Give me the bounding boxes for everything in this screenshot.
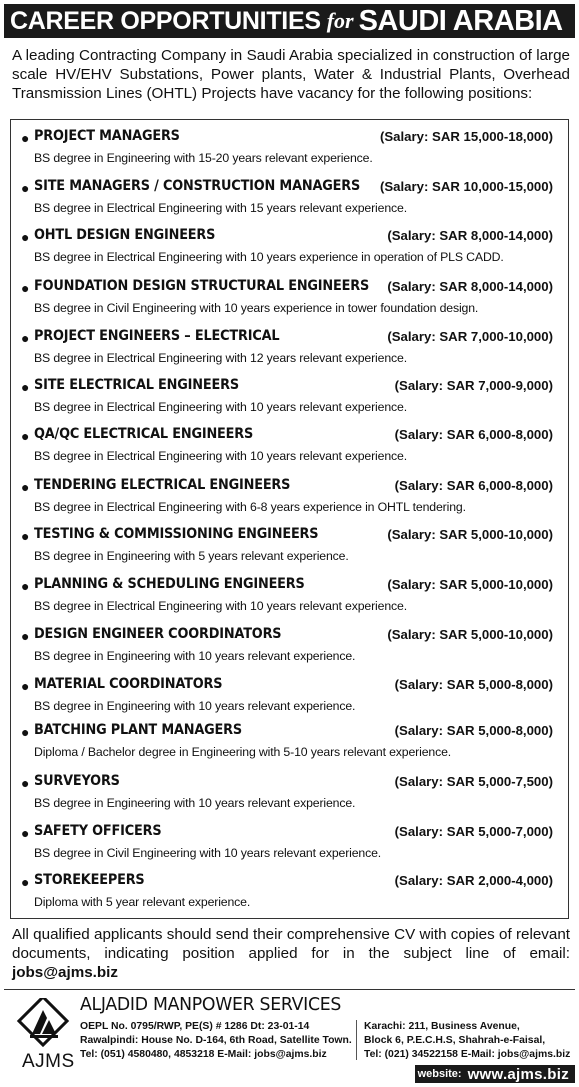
position-salary: (Salary: SAR 7,000-10,000) bbox=[387, 329, 553, 344]
position-title: PROJECT ENGINEERS – ELECTRICAL bbox=[34, 328, 280, 344]
position-title: DESIGN ENGINEER COORDINATORS bbox=[34, 626, 282, 642]
position-requirement: BS degree in Engineering with 15-20 years relevant experience. bbox=[34, 151, 373, 165]
position-requirement: BS degree in Electrical Engineering with 12 years relevant experience. bbox=[34, 351, 407, 365]
office-divider bbox=[356, 1020, 357, 1060]
bullet-icon: ● bbox=[21, 229, 30, 245]
position-salary: (Salary: SAR 6,000-8,000) bbox=[394, 478, 553, 493]
position-title: FOUNDATION DESIGN STRUCTURAL ENGINEERS bbox=[34, 278, 370, 294]
position-salary: (Salary: SAR 5,000-10,000) bbox=[387, 527, 553, 542]
position-title: TESTING & COMMISSIONING ENGINEERS bbox=[34, 526, 319, 542]
position-salary: (Salary: SAR 8,000-14,000) bbox=[387, 279, 553, 294]
bullet-icon: ● bbox=[21, 874, 30, 890]
header-title-for: for bbox=[326, 8, 354, 33]
position-salary: (Salary: SAR 5,000-10,000) bbox=[387, 627, 553, 642]
company-logo bbox=[12, 998, 75, 1080]
position-salary: (Salary: SAR 5,000-8,000) bbox=[394, 677, 553, 692]
position-requirement: BS degree in Electrical Engineering with 10 years relevant experience. bbox=[34, 400, 407, 414]
position-item bbox=[11, 672, 568, 720]
license-line: OEPL No. 0795/RWP, PE(S) # 1286 Dt: 23-01-14 bbox=[80, 1021, 310, 1032]
position-title: SITE ELECTRICAL ENGINEERS bbox=[34, 377, 239, 393]
bullet-icon: ● bbox=[21, 775, 30, 791]
bullet-icon: ● bbox=[21, 678, 30, 694]
position-salary: (Salary: SAR 5,000-10,000) bbox=[387, 577, 553, 592]
instructions-text: All qualified applicants should send their comprehensive CV with copies of relevant documents, indicating position applied for in the subject line of email: bbox=[12, 926, 570, 962]
position-requirement: BS degree in Electrical Engineering with 10 years experience in operation of PLS CADD. bbox=[34, 250, 504, 264]
position-salary: (Salary: SAR 5,000-8,000) bbox=[394, 723, 553, 738]
position-requirement: BS degree in Electrical Engineering with 15 years relevant experience. bbox=[34, 201, 407, 215]
bullet-icon: ● bbox=[21, 330, 30, 346]
ajms-logo-icon bbox=[12, 998, 70, 1050]
website-label: website: bbox=[417, 1068, 462, 1080]
karachi-phone-email: Tel: (021) 34522158 E-Mail: jobs@ajms.biz bbox=[364, 1049, 571, 1060]
position-item bbox=[11, 622, 568, 670]
position-item bbox=[11, 124, 568, 172]
position-requirement: BS degree in Civil Engineering with 10 years experience in tower foundation design. bbox=[34, 301, 479, 315]
position-item bbox=[11, 819, 568, 867]
intro-paragraph: A leading Contracting Company in Saudi Arabia specialized in construction of large scale HV/EHV Substations, Power plants, Water & Industrial Plants, Overhead Transmission Lines (OHTL) Projects have vacancy for the following positions: bbox=[12, 47, 570, 102]
position-item bbox=[11, 718, 568, 766]
position-requirement: BS degree in Electrical Engineering with 10 years relevant experience. bbox=[34, 449, 407, 463]
rawalpindi-address: Rawalpindi: House No. D-164, 6th Road, Satellite Town. bbox=[80, 1035, 352, 1046]
position-requirement: Diploma with 5 year relevant experience. bbox=[34, 895, 251, 909]
karachi-address-line-2: Block 6, P.E.C.H.S, Shahrah-e-Faisal, bbox=[364, 1035, 546, 1046]
position-title: BATCHING PLANT MANAGERS bbox=[34, 722, 242, 738]
logo-text: AJMS bbox=[22, 1051, 75, 1072]
position-requirement: BS degree in Electrical Engineering with 10 years relevant experience. bbox=[34, 599, 407, 613]
position-item bbox=[11, 422, 568, 470]
company-name: ALJADID MANPOWER SERVICES bbox=[80, 994, 342, 1015]
rawalpindi-phone-email: Tel: (051) 4580480, 4853218 E-Mail: jobs@ajms.biz bbox=[80, 1049, 327, 1060]
position-title: PROJECT MANAGERS bbox=[34, 128, 180, 144]
bullet-icon: ● bbox=[21, 180, 30, 196]
position-title: QA/QC ELECTRICAL ENGINEERS bbox=[34, 426, 254, 442]
header-title-career: CAREER OPPORTUNITIES bbox=[10, 6, 321, 35]
position-item bbox=[11, 522, 568, 570]
position-salary: (Salary: SAR 2,000-4,000) bbox=[394, 873, 553, 888]
bullet-icon: ● bbox=[21, 130, 30, 146]
position-requirement: BS degree in Engineering with 5 years relevant experience. bbox=[34, 549, 349, 563]
rawalpindi-office bbox=[80, 1020, 350, 1062]
contact-section bbox=[4, 989, 575, 1083]
position-item bbox=[11, 473, 568, 521]
position-requirement: BS degree in Engineering with 10 years relevant experience. bbox=[34, 699, 356, 713]
bullet-icon: ● bbox=[21, 528, 30, 544]
position-requirement: BS degree in Engineering with 10 years relevant experience. bbox=[34, 649, 356, 663]
position-requirement: BS degree in Engineering with 10 years relevant experience. bbox=[34, 796, 356, 810]
position-requirement: Diploma / Bachelor degree in Engineering with 5-10 years relevant experience. bbox=[34, 745, 452, 759]
bullet-icon: ● bbox=[21, 379, 30, 395]
bullet-icon: ● bbox=[21, 628, 30, 644]
karachi-office bbox=[364, 1020, 574, 1062]
position-salary: (Salary: SAR 7,000-9,000) bbox=[394, 378, 553, 393]
position-requirement: BS degree in Electrical Engineering with 6-8 years experience in OHTL tendering. bbox=[34, 500, 466, 514]
page-header bbox=[4, 4, 575, 38]
website-link[interactable]: www.ajms.biz bbox=[467, 1065, 569, 1083]
position-requirement: BS degree in Civil Engineering with 10 years relevant experience. bbox=[34, 846, 382, 860]
position-salary: (Salary: SAR 15,000-18,000) bbox=[379, 129, 553, 144]
position-item bbox=[11, 373, 568, 421]
position-item bbox=[11, 868, 568, 916]
position-salary: (Salary: SAR 6,000-8,000) bbox=[394, 427, 553, 442]
bullet-icon: ● bbox=[21, 280, 30, 296]
application-instructions bbox=[12, 925, 570, 982]
website-bar bbox=[415, 1065, 575, 1083]
bullet-icon: ● bbox=[21, 724, 30, 740]
position-item bbox=[11, 274, 568, 322]
karachi-address-line-1: Karachi: 211, Business Avenue, bbox=[364, 1021, 520, 1032]
position-title: SURVEYORS bbox=[34, 773, 120, 789]
position-title: TENDERING ELECTRICAL ENGINEERS bbox=[34, 477, 291, 493]
position-item bbox=[11, 174, 568, 222]
bullet-icon: ● bbox=[21, 578, 30, 594]
position-title: SAFETY OFFICERS bbox=[34, 823, 162, 839]
positions-list bbox=[10, 119, 569, 919]
position-salary: (Salary: SAR 5,000-7,000) bbox=[394, 824, 553, 839]
position-title: OHTL DESIGN ENGINEERS bbox=[34, 227, 216, 243]
bullet-icon: ● bbox=[21, 428, 30, 444]
position-item bbox=[11, 572, 568, 620]
position-item bbox=[11, 223, 568, 271]
position-title: PLANNING & SCHEDULING ENGINEERS bbox=[34, 576, 305, 592]
position-item bbox=[11, 769, 568, 817]
position-salary: (Salary: SAR 8,000-14,000) bbox=[387, 228, 553, 243]
bullet-icon: ● bbox=[21, 479, 30, 495]
position-title: MATERIAL COORDINATORS bbox=[34, 676, 223, 692]
position-title: SITE MANAGERS / CONSTRUCTION MANAGERS bbox=[34, 178, 361, 194]
position-item bbox=[11, 324, 568, 372]
position-title: STOREKEEPERS bbox=[34, 872, 145, 888]
position-salary: (Salary: SAR 10,000-15,000) bbox=[379, 179, 553, 194]
bullet-icon: ● bbox=[21, 825, 30, 841]
header-title-country: SAUDI ARABIA bbox=[358, 4, 563, 37]
application-email[interactable]: jobs@ajms.biz bbox=[12, 964, 118, 981]
position-salary: (Salary: SAR 5,000-7,500) bbox=[394, 774, 553, 789]
